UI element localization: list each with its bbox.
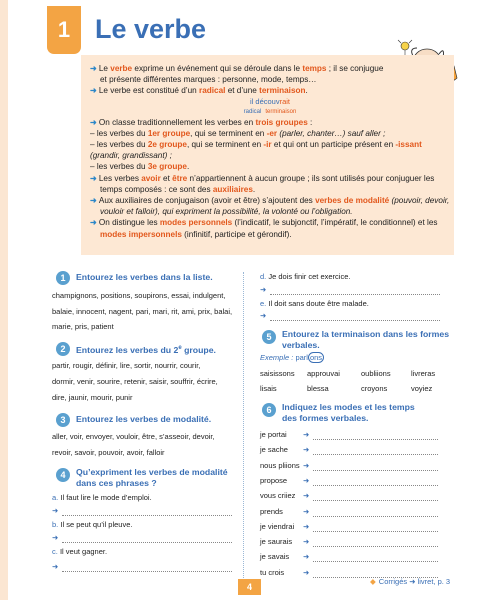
arrow-icon: ➜: [90, 218, 97, 228]
exercise-number-badge: 3: [56, 413, 70, 427]
exercise-2-header: [56, 341, 216, 356]
answer-line[interactable]: [313, 454, 438, 455]
verb-form[interactable]: blessa: [307, 384, 329, 393]
text: terminaison: [259, 86, 306, 96]
answer-line[interactable]: [270, 320, 440, 321]
text: a.: [52, 493, 59, 502]
arrow-icon: ➜: [303, 506, 310, 516]
exercise-number-badge: 5: [262, 330, 276, 344]
verb-form: tu crois: [260, 567, 285, 577]
text: Exemple :: [260, 353, 296, 362]
arrow-icon: ➜: [90, 64, 97, 73]
arrow-icon: ➜: [52, 533, 59, 542]
text: auxiliaires: [212, 184, 253, 194]
text: (pouvoir, devoir,: [389, 196, 450, 206]
text: (parler, chanter…) sauf aller ;: [277, 128, 386, 138]
sentence-b: [52, 520, 133, 529]
diamond-icon: ◆: [370, 577, 376, 586]
answer-line[interactable]: [313, 531, 438, 532]
verb-form: je portai: [260, 430, 287, 439]
text: modes impersonnels: [100, 229, 182, 239]
text: Il doit sans doute être malade.: [268, 299, 369, 308]
rule-8-cont: vouloir et falloir), qui expriment la possibilité, la volonté ou l’obligation.: [100, 207, 353, 217]
text: et qui ont un participe présent en: [271, 140, 396, 150]
word-list-line: partir, rougir, définir, lire, sortir, nourrir, courir,: [52, 361, 201, 370]
text: radical: [243, 108, 262, 115]
rule-5-cont: (grandir, grandissant) ;: [90, 151, 172, 161]
verb-form[interactable]: saisissons: [260, 369, 295, 378]
page-number: 4: [238, 579, 261, 595]
sentence-d: [260, 272, 350, 281]
verb-form: je savais: [260, 552, 290, 562]
verb-form: prends: [260, 506, 283, 516]
radical-example: [90, 97, 450, 106]
text: Le: [98, 64, 111, 73]
verb-form: vous criiez: [260, 491, 296, 501]
text: et: [160, 173, 173, 183]
text: Les verbes: [98, 173, 142, 183]
verb-form[interactable]: livreras: [411, 369, 436, 378]
sentence-a: [52, 493, 152, 502]
verb-form: je saurais: [260, 537, 293, 547]
text: Il faut lire le mode d’emploi.: [60, 493, 152, 502]
exercise-title: Entourez les verbes dans la liste.: [76, 272, 213, 282]
text: :: [307, 117, 313, 127]
arrow-icon: ➜: [90, 117, 97, 127]
text: -ir: [263, 140, 272, 150]
exercise-4-header: [56, 467, 228, 488]
text: – les verbes du: [90, 140, 148, 150]
arrow-icon: ➜: [90, 173, 97, 183]
exercise-number-badge: 4: [56, 468, 70, 482]
text: temps: [302, 64, 327, 73]
text: être: [172, 173, 188, 183]
arrow-icon: ➜: [303, 460, 310, 470]
radical-labels: [90, 106, 450, 117]
rule-1-cont: et présente différentes marques : personne, mode, temps…: [100, 75, 317, 85]
word-list-line: dire, jaunir, mourir, punir: [52, 393, 133, 402]
answer-line[interactable]: [313, 485, 438, 486]
text: Aux auxiliaires de conjugaison (avoir et être) s’ajoutent des: [98, 196, 316, 206]
text: .: [186, 162, 190, 172]
text: d.: [260, 272, 267, 281]
page-title: Le verbe: [95, 14, 207, 44]
text: e: [178, 345, 182, 351]
answer-line[interactable]: [313, 561, 438, 562]
answer-line[interactable]: [313, 516, 438, 517]
text: e.: [260, 299, 267, 308]
arrow-icon: ➜: [90, 86, 97, 96]
text: dans ces phrases ?: [76, 477, 157, 488]
sentence-e: [260, 299, 369, 308]
exercise-number-badge: 6: [262, 403, 276, 417]
text: .: [305, 86, 308, 96]
exercise-title: [76, 467, 228, 488]
text: – les verbes du: [90, 162, 148, 172]
rule-8: [90, 195, 450, 206]
text: avoir: [141, 173, 161, 183]
word-list-line: aller, voir, envoyer, vouloir, être, s’asseoir, devoir,: [52, 432, 215, 441]
text: verbes de modalité: [315, 196, 390, 206]
answer-line[interactable]: [313, 500, 438, 501]
column-divider: [243, 272, 244, 582]
text: radical: [199, 86, 226, 96]
exercise-title: [76, 343, 216, 355]
answer-line[interactable]: [313, 470, 438, 471]
verb-form: je viendrai: [260, 521, 295, 531]
arrow-icon: ➜: [52, 562, 59, 571]
verb-form: propose: [260, 475, 288, 485]
text: Le verbe est constitué d’un: [98, 86, 200, 96]
text: des formes verbales.: [282, 412, 369, 423]
verb-form[interactable]: voyiez: [411, 384, 433, 393]
verb-form[interactable]: oubliions: [361, 369, 391, 378]
left-margin-strip: [0, 0, 8, 600]
exercise-number-badge: 1: [56, 271, 70, 285]
text: (l’indicatif, le subjonctif, l’impératif, le conditionnel) et les: [232, 218, 438, 228]
arrow-icon: ➜: [260, 285, 267, 294]
exercise-5-header: [262, 329, 449, 350]
word-list-line: balaie, innocent, nagent, pari, mari, rit, ami, prix, balai,: [52, 307, 233, 316]
answer-line[interactable]: [62, 571, 232, 572]
text: On classe traditionnellement les verbes en: [98, 117, 256, 127]
rule-9-cont: [90, 229, 450, 240]
rule-1: [90, 63, 450, 74]
text: – les verbes du: [90, 128, 148, 138]
rule-7: [90, 173, 450, 184]
text: 3e groupe: [147, 162, 187, 172]
text: temps composés : ce sont des: [100, 184, 213, 194]
rule-9: [90, 217, 450, 228]
arrow-icon: ➜: [303, 491, 310, 501]
arrow-icon: ➜: [90, 196, 97, 206]
example: [260, 353, 324, 362]
exercise-number-badge: 2: [56, 342, 70, 356]
rule-5: [90, 139, 450, 150]
text: Il veut gagner.: [59, 547, 108, 556]
arrow-icon: ➜: [303, 445, 310, 455]
arrow-icon: ➜: [303, 475, 310, 485]
arrow-icon: ➜: [303, 521, 310, 531]
arrow-icon: ➜: [303, 552, 310, 562]
verb-form[interactable]: approuvai: [307, 369, 340, 378]
text: (infinitif, participe et gérondif).: [181, 229, 292, 239]
text: Indiquez les modes et les temps: [282, 402, 415, 412]
answer-line[interactable]: [313, 439, 438, 440]
text: Corrigés ➜ livret, p. 3: [378, 577, 451, 586]
exercise-title: [282, 402, 415, 423]
text: terminaison: [265, 108, 297, 115]
answer-line[interactable]: [62, 515, 232, 516]
rule-3: [90, 117, 450, 128]
text: Qu’expriment les verbes de modalité: [76, 467, 228, 477]
text: modes personnels: [159, 218, 233, 228]
exercise-3-header: [56, 412, 211, 427]
text: On distingue les: [98, 218, 160, 228]
text: , qui se terminent en: [186, 140, 264, 150]
arrow-icon: ➜: [303, 567, 310, 577]
word-list-line: champignons, positions, soupirons, essai, indulgent,: [52, 291, 226, 300]
word-list-line: revoir, savoir, pouvoir, avoir, falloir: [52, 448, 165, 457]
arrow-icon: ➜: [52, 506, 59, 515]
text: rait: [279, 96, 291, 106]
answer-line[interactable]: [62, 542, 232, 543]
text: Je dois finir cet exercice.: [268, 272, 351, 281]
text: verbe: [110, 64, 133, 73]
text: -er: [266, 128, 278, 138]
text: 2e groupe: [147, 140, 187, 150]
answers-reference: [370, 577, 450, 586]
answer-line[interactable]: [270, 294, 440, 295]
circled-ending: ons: [309, 353, 323, 362]
chapter-number-tab: 1: [47, 6, 81, 54]
arrow-icon: ➜: [260, 311, 267, 320]
text: il découv: [249, 96, 280, 106]
text: groupe.: [181, 344, 216, 355]
text: parl: [295, 353, 308, 362]
rule-6: [90, 161, 450, 172]
sentence-c: [52, 547, 107, 556]
text: verbales.: [282, 339, 320, 350]
verb-form: je sache: [260, 445, 288, 455]
rule-4: [90, 128, 450, 139]
text: -issant: [395, 140, 422, 150]
exercise-1-header: [56, 270, 213, 285]
word-list-line: marie, pris, patient: [52, 322, 114, 331]
text: .: [252, 184, 256, 194]
rule-7-cont: [90, 184, 450, 195]
verb-form: nous pliions: [260, 460, 300, 470]
text: trois groupes: [255, 117, 308, 127]
text: Entourez la terminaison dans les formes: [282, 329, 450, 339]
text: , qui se terminent en: [190, 128, 267, 138]
answer-line[interactable]: [313, 546, 438, 547]
word-list-line: dormir, venir, sourire, retenir, saisir, souffrir, écrire,: [52, 377, 218, 386]
text: ; il se conjugue: [326, 64, 384, 73]
text: b.: [52, 520, 59, 529]
verb-form[interactable]: lisais: [260, 384, 277, 393]
lesson-rules: [90, 63, 450, 240]
text: et d’une: [225, 86, 260, 96]
verb-form[interactable]: croyons: [361, 384, 388, 393]
text: c.: [52, 547, 58, 556]
arrow-icon: ➜: [303, 537, 310, 547]
text: Entourez les verbes du 2: [76, 344, 179, 355]
exercise-title: [282, 329, 449, 350]
exercise-6-header: [262, 402, 415, 423]
rule-2: [90, 85, 450, 96]
arrow-icon: ➜: [303, 430, 310, 439]
text: n’appartiennent à aucun groupe ; ils sont utilisés pour conjuguer les: [187, 173, 435, 183]
text: exprime un événement qui se déroule dans le: [132, 64, 303, 73]
text: Il se peut qu’il pleuve.: [60, 520, 133, 529]
exercise-title: Entourez les verbes de modalité.: [76, 414, 212, 424]
text: 1er groupe: [147, 128, 191, 138]
